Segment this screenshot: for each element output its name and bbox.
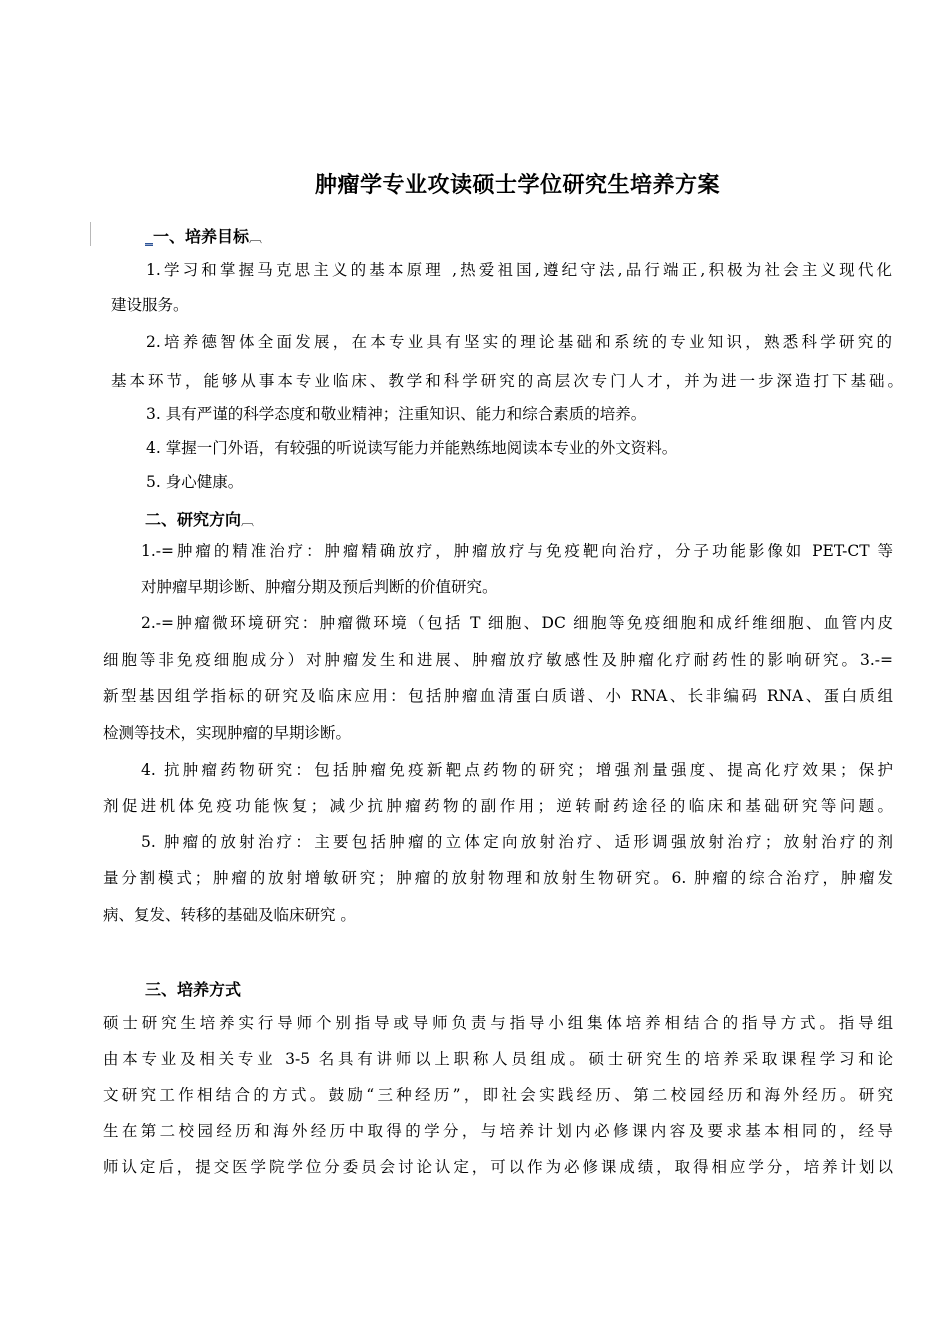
section-2-line: 检测等技术，实现肿瘤的早期诊断。 [103, 724, 352, 742]
section-1-line: 2.培养德智体全面发展，在本专业具有坚实的理论基础和系统的专业知识，熟悉科学研究的 [146, 333, 892, 351]
section-3-line: 由本专业及相关专业 3-5 名具有讲师以上职称人员组成。硕士研究生的培养采取课程学习和论 [103, 1050, 893, 1068]
section-3-line: 生在第二校园经历和海外经历中取得的学分，与培养计划内必修课内容及要求基本相同的，经导 [103, 1122, 893, 1140]
section-1-line: 4. 掌握一门外语，有较强的听说读写能力并能熟练地阅读本专业的外文资料。 [146, 439, 678, 457]
section-2-line: 细胞等非免疫细胞成分）对肿瘤发生和进展、肿瘤放疗敏感性及肿瘤化疗耐药性的影响研究。3.-= [103, 651, 893, 669]
section-2-line: 1.-=肿瘤的精准治疗：肿瘤精确放疗，肿瘤放疗与免疫靶向治疗，分子功能影像如 PET-CT 等 [141, 542, 893, 560]
section-1-heading-text: 一、培养目标 [153, 227, 250, 246]
section-1-line: 建设服务。 [111, 296, 189, 314]
section-3-line: 师认定后，提交医学院学位分委员会讨论认定，可以作为必修课成绩，取得相应学分，培养计划以 [103, 1158, 893, 1176]
section-1-line: 5. 身心健康。 [146, 473, 244, 491]
section-1-line: 基本环节，能够从事本专业临床、教学和科学研究的高层次专门人才，并为进一步深造打下基础。 [111, 372, 903, 390]
section-1-line: 1.学习和掌握马克思主义的基本原理 ,热爱祖国,遵纪守法,品行端正,积极为社会主义现代化 [146, 261, 892, 279]
section-2-line: 量分割模式；肿瘤的放射增敏研究；肿瘤的放射物理和放射生物研究。6. 肿瘤的综合治疗，肿瘤发 [103, 869, 893, 887]
section-2-line: 病、复发、转移的基础及临床研究 。 [103, 906, 356, 924]
section-2-line: 对肿瘤早期诊断、肿瘤分期及预后判断的价值研究。 [141, 578, 498, 596]
heading-tick-mark: _ [145, 227, 153, 246]
section-1-heading [145, 224, 262, 247]
section-3-line: 硕士研究生培养实行导师个别指导或导师负责与指导小组集体培养相结合的指导方式。指导组 [103, 1014, 893, 1032]
section-3-heading-text: 三、培养方式 [145, 980, 242, 999]
section-3-line: 文研究工作相结合的方式。鼓励“三种经历”，即社会实践经历、第二校园经历和海外经历。研究 [103, 1086, 893, 1104]
section-2-line: 剂促进机体免疫功能恢复；减少抗肿瘤药物的副作用；逆转耐药途径的临床和基础研究等问题。 [103, 797, 893, 815]
section-2-heading [145, 507, 254, 530]
section-2-line: 2.-=肿瘤微环境研究：肿瘤微环境（包括 T 细胞、DC 细胞等免疫细胞和成纤维细胞、血管内皮 [141, 614, 893, 632]
section-2-line: 5. 肿瘤的放射治疗：主要包括肿瘤的立体定向放射治疗、适形调强放射治疗；放射治疗的剂 [141, 833, 893, 851]
document-title: 肿瘤学专业攻读硕士学位研究生培养方案 [314, 173, 720, 198]
section-2-line: 新型基因组学指标的研究及临床应用：包括肿瘤血清蛋白质谱、小 RNA、长非编码 RNA、蛋白质组 [103, 687, 893, 705]
margin-mark [90, 222, 91, 246]
section-2-line: 4. 抗肿瘤药物研究：包括肿瘤免疫新靶点药物的研究；增强剂量强度、提高化疗效果；保护 [141, 761, 893, 779]
section-3-heading [145, 977, 241, 1000]
section-1-line: 3. 具有严谨的科学态度和敬业精神；注重知识、能力和综合素质的培养。 [146, 405, 647, 423]
section-1-heading-mark: ︹ [249, 231, 263, 246]
section-2-heading-text: 二、研究方向 [145, 510, 242, 529]
section-2-heading-mark: ︹ [241, 514, 255, 529]
